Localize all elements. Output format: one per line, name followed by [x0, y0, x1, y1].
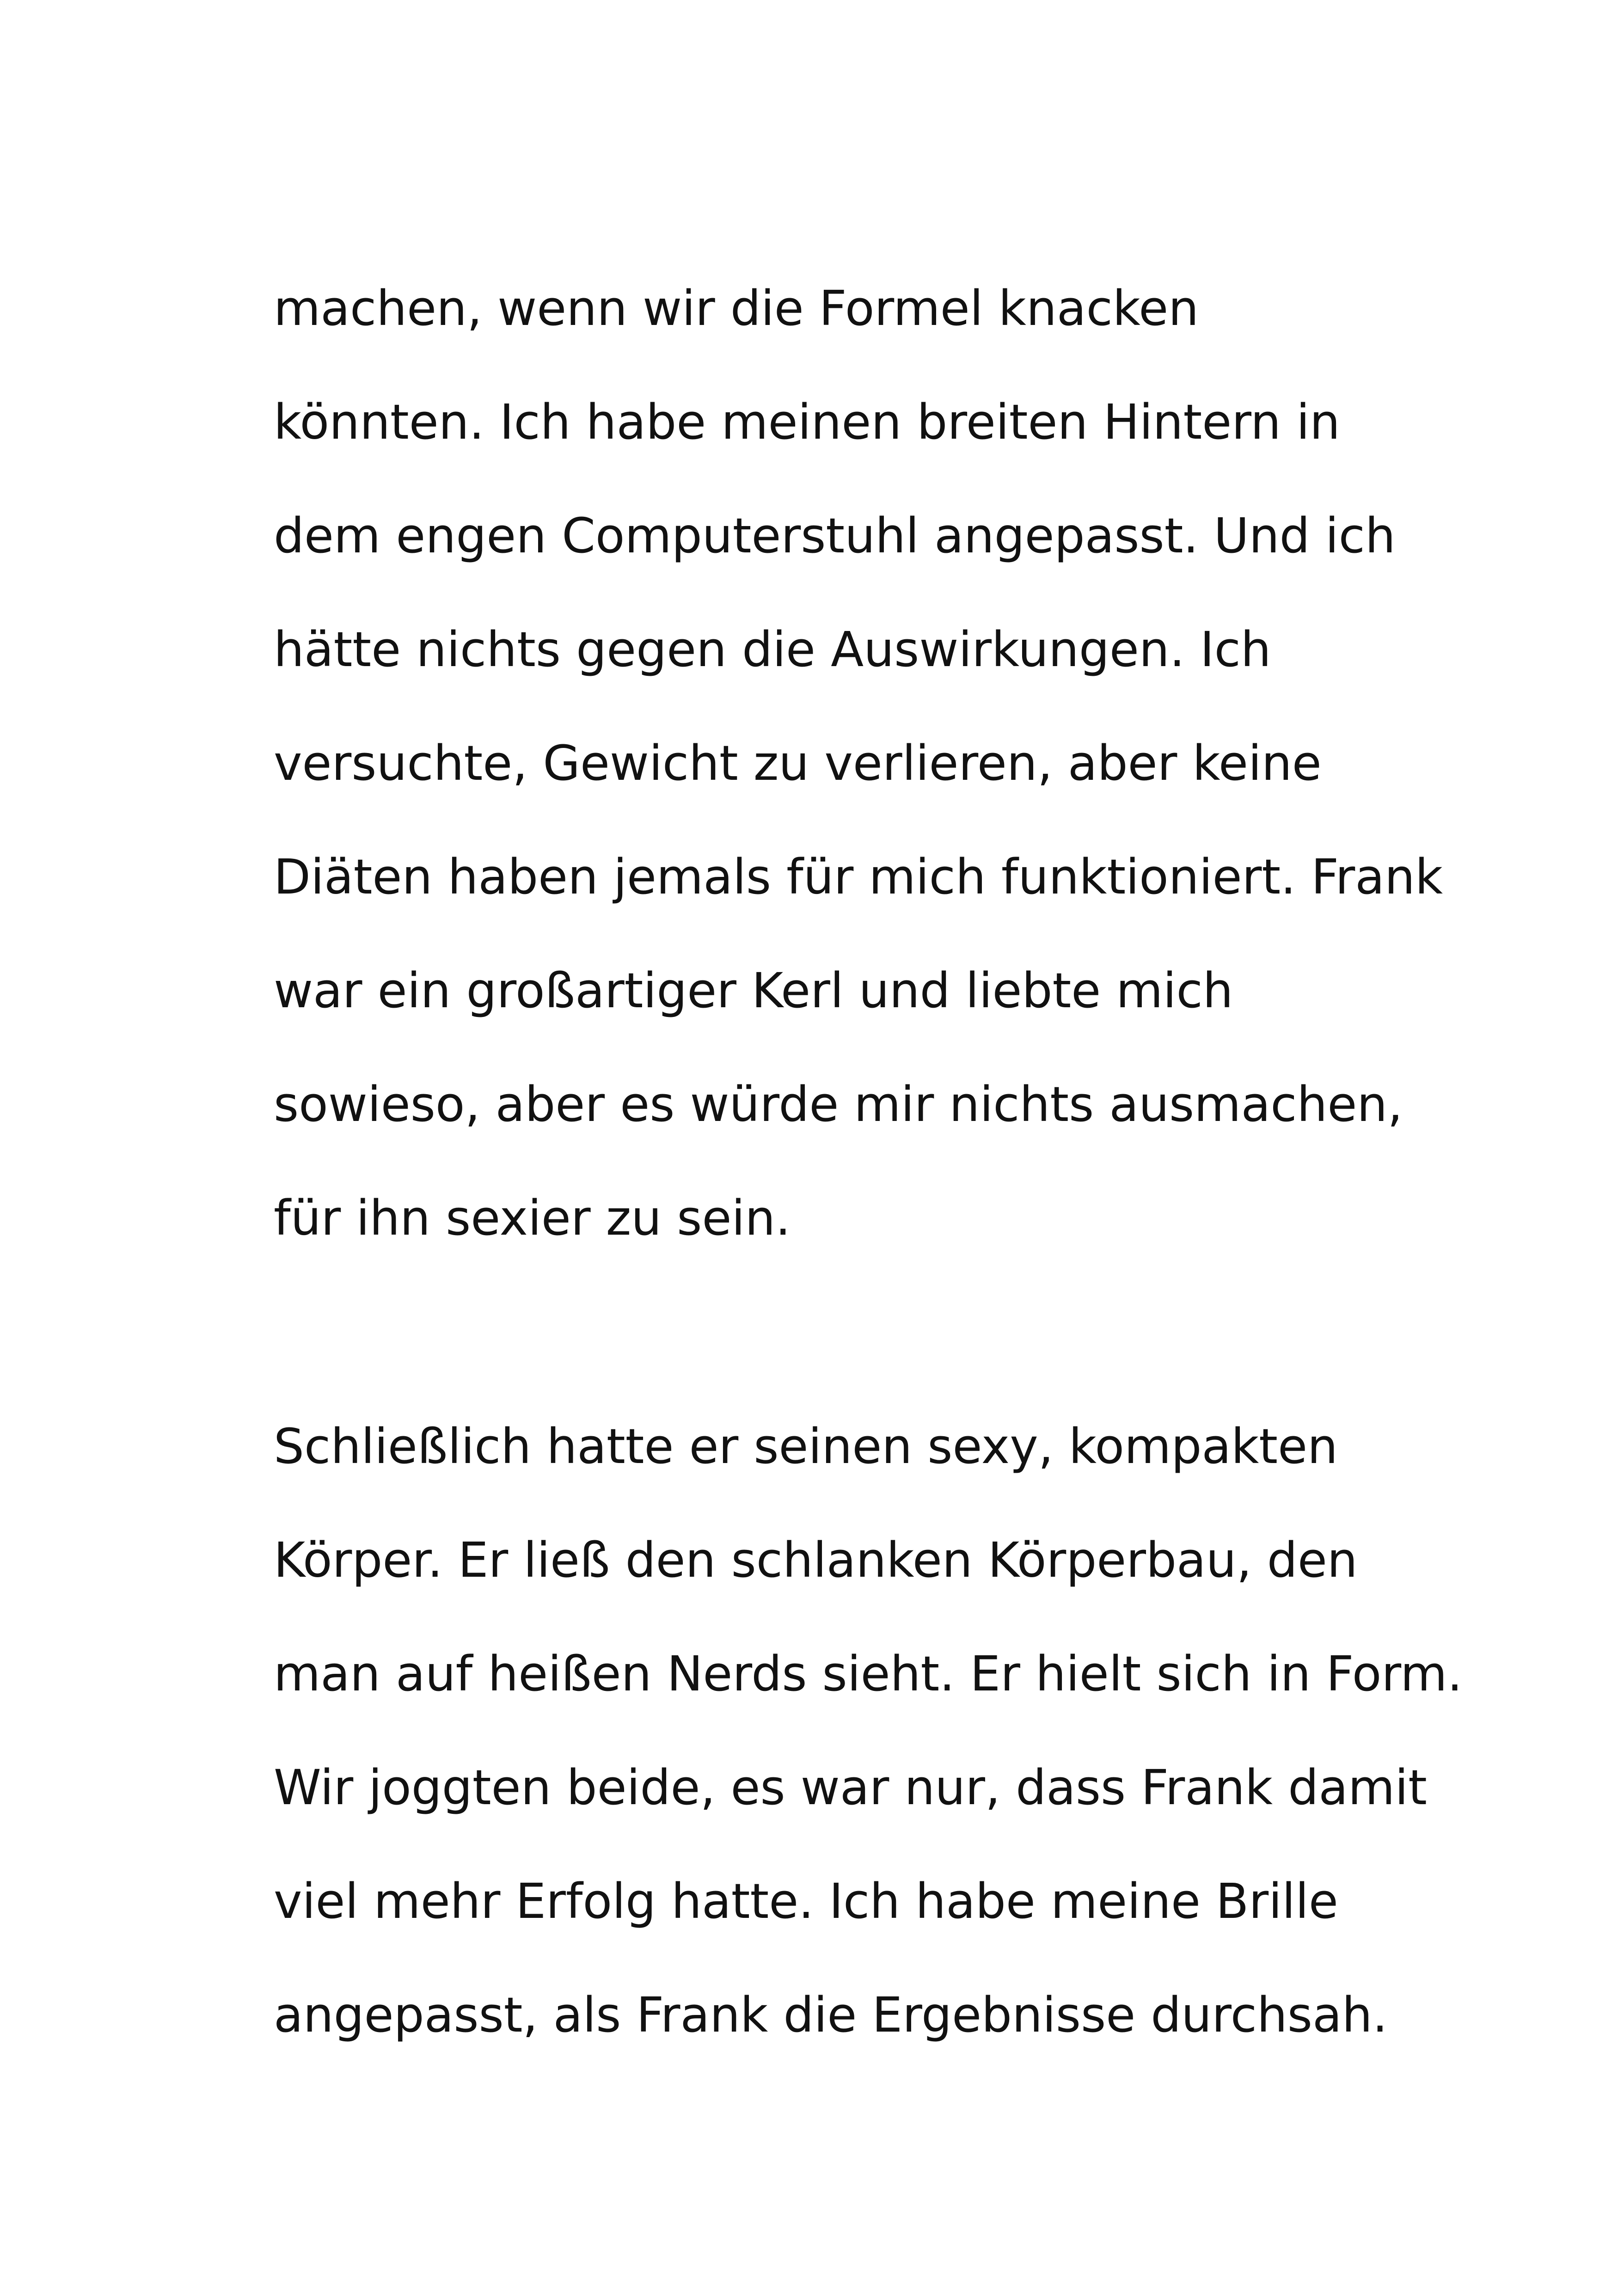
- text-line: Schließlich hatte er seinen sexy, kompakten: [274, 1418, 1338, 1475]
- text-line: Diäten haben jemals für mich funktioniert. Frank: [274, 849, 1443, 905]
- paragraph-2: [274, 1390, 1463, 2072]
- text-line: viel mehr Erfolg hatte. Ich habe meine Brille: [274, 1873, 1338, 1929]
- text-line: versuchte, Gewicht zu verlieren, aber keine: [274, 735, 1322, 791]
- text-line: war ein großartiger Kerl und liebte mich: [274, 962, 1233, 1019]
- text-line: für ihn sexier zu sein.: [274, 1190, 791, 1246]
- text-line: sowieso, aber es würde mir nichts ausmachen,: [274, 1076, 1403, 1133]
- text-line: machen, wenn wir die Formel knacken: [274, 280, 1199, 337]
- text-line: hätte nichts gegen die Auswirkungen. Ich: [274, 621, 1271, 678]
- text-line: angepasst, als Frank die Ergebnisse durchsah.: [274, 1987, 1388, 2043]
- text-line: könnten. Ich habe meinen breiten Hintern in: [274, 394, 1340, 450]
- text-line: man auf heißen Nerds sieht. Er hielt sich in Form.: [274, 1646, 1463, 1702]
- paragraph-1: [274, 251, 1443, 1275]
- text-line: dem engen Computerstuhl angepasst. Und ich: [274, 508, 1396, 564]
- text-line: Wir joggten beide, es war nur, dass Frank damit: [274, 1759, 1427, 1816]
- text-line: Körper. Er ließ den schlanken Körperbau, den: [274, 1532, 1358, 1588]
